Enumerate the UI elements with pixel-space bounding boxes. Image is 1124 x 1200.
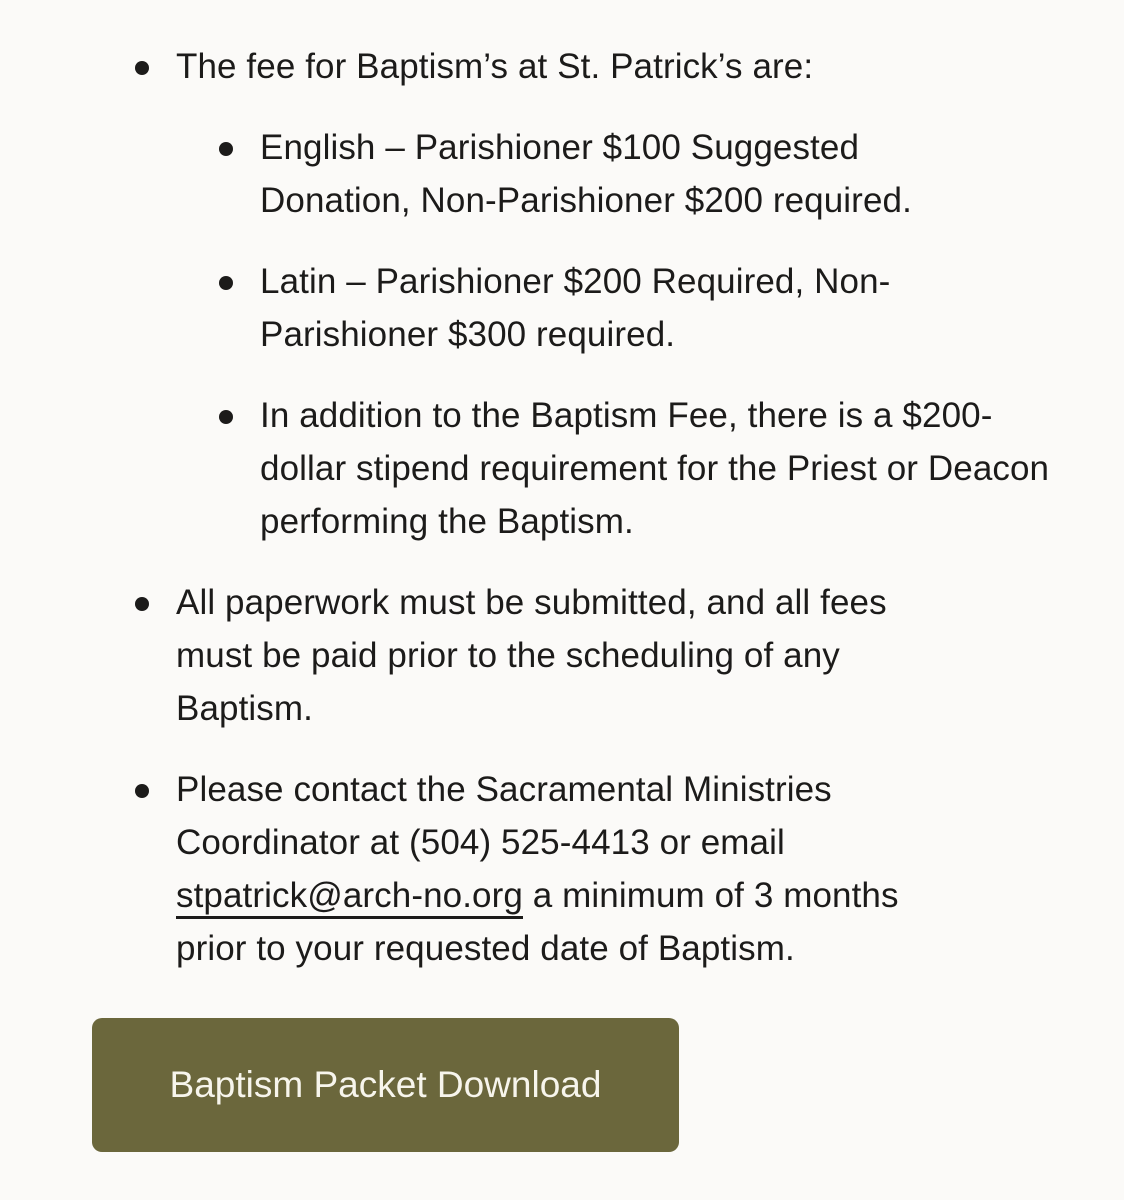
paperwork-text: All paperwork must be submitted, and all fees must be paid prior to the scheduling of any Baptism. <box>176 583 887 728</box>
fees-intro-text: The fee for Baptism’s at St. Patrick’s are: <box>176 47 814 86</box>
bullet-icon <box>135 61 149 75</box>
fee-latin-text: Latin – Parishioner $200 Required, Non-Parishioner $300 required. <box>260 262 891 354</box>
contact-list-item <box>0 763 966 975</box>
bullet-icon <box>135 784 149 798</box>
contact-text-before: Please contact the Sacramental Ministries Coordinator at (504) 525-4413 or email <box>176 770 832 862</box>
fee-english-item <box>0 121 980 227</box>
contact-text-after: a minimum of 3 months prior to your requested date of Baptism. <box>176 876 899 968</box>
email-link[interactable]: stpatrick@arch-no.org <box>176 876 523 919</box>
bullet-icon <box>219 276 233 290</box>
bullet-icon <box>135 597 149 611</box>
paperwork-list-item <box>0 576 966 735</box>
fee-latin-item <box>0 255 950 361</box>
baptism-packet-download-button[interactable]: Baptism Packet Download <box>92 1018 679 1152</box>
fee-english-text: English – Parishioner $100 Suggested Donation, Non-Parishioner $200 required. <box>260 128 912 220</box>
stipend-item <box>0 389 1050 548</box>
bullet-icon <box>219 410 233 424</box>
bullet-icon <box>219 142 233 156</box>
stipend-text: In addition to the Baptism Fee, there is a $200-dollar stipend requirement for the Priest or Deacon performing the Baptism. <box>260 396 1050 541</box>
fees-list-item <box>0 40 976 93</box>
